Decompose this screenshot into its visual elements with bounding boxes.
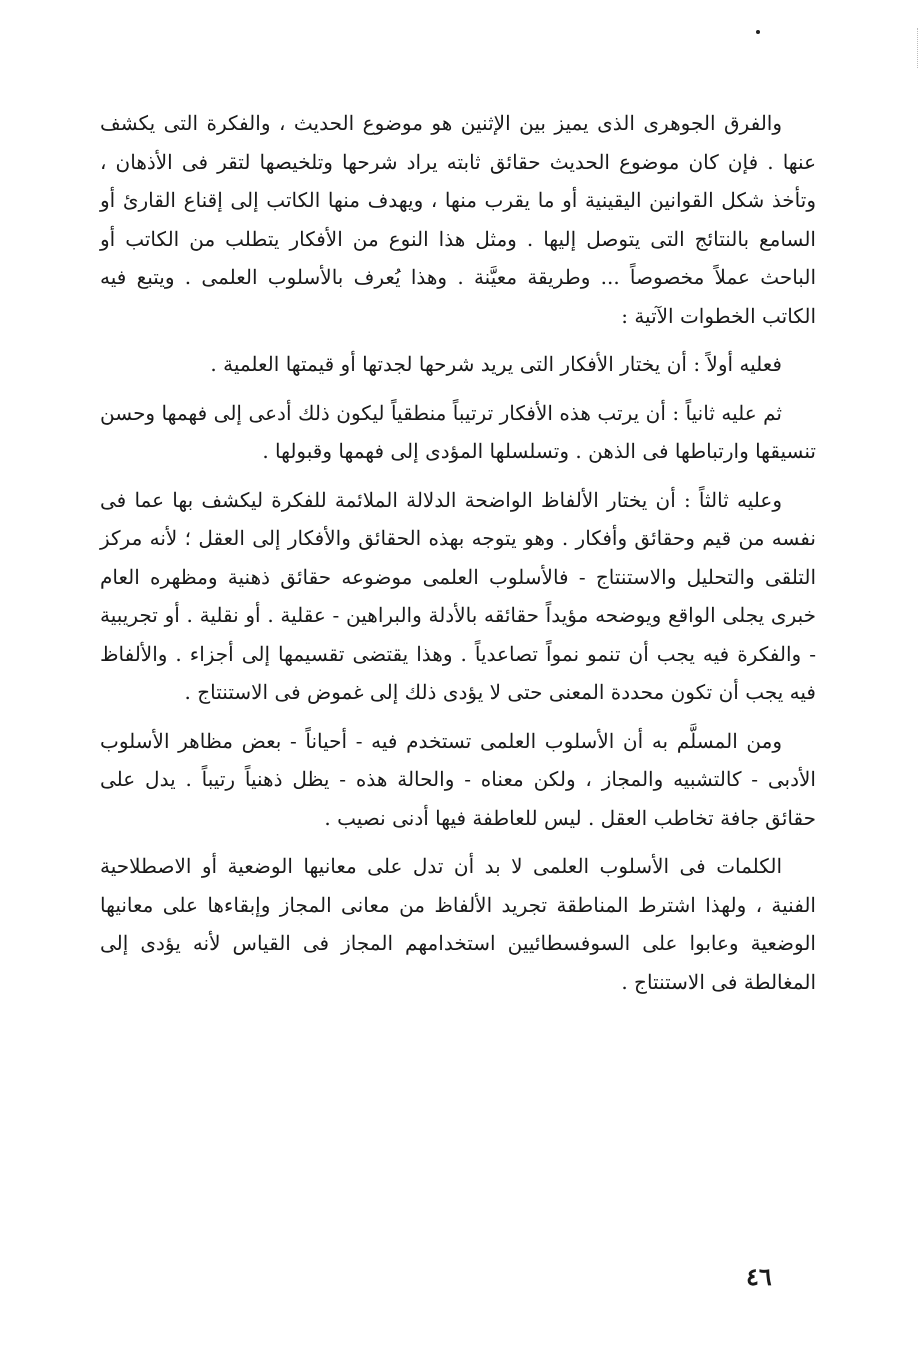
paragraph-4: وعليه ثالثاً : أن يختار الألفاظ الواضحة الدلالة الملائمة للفكرة ليكشف بها عما فى نفسه من قيم وحقائق وأفكار . وهو يتوجه بهذه الحقائق والأفكار إلى العقل ؛ لأنه مركز التلقى والتحليل والاستنتاج - فالأسلوب العلمى موضوعه حقائق ذهنية ومظهره العام خبرى يجلى الواقع ويوضحه مؤيداً حقائقه بالأدلة والبراهين - عقلية . أو نقلية . أو تجريبية - والفكرة فيه يجب أن تنمو نمواً تصاعدياً . وهذا يقتضى تقسيمها إلى أجزاء . والألفاظ فيه يجب أن تكون محددة المعنى حتى لا يؤدى ذلك إلى غموض فى الاستنتاج . xyxy=(100,487,816,704)
body-text xyxy=(100,104,816,1011)
paragraph-3: ثم عليه ثانياً : أن يرتب هذه الأفكار ترتيباً منطقياً ليكون ذلك أدعى إلى فهمها وحسن تنسيقها وارتباطها فى الذهن . وتسلسلها المؤدى إلى فهمها وقبولها . xyxy=(100,400,816,463)
paragraph-2: فعليه أولاً : أن يختار الأفكار التى يريد شرحها لجدتها أو قيمتها العلمية . xyxy=(210,352,782,376)
paragraph-6: الكلمات فى الأسلوب العلمى لا بد أن تدل على معانيها الوضعية أو الاصطلاحية الفنية ، ولهذا اشترط المناطقة تجريد الألفاظ من معانى المجاز وإبقاءها على معانيها الوضعية وعابوا على السوفسطائيين استخدامهم المجاز فى القياس لأنه يؤدى إلى المغالطة فى الاستنتاج . xyxy=(100,854,816,994)
paragraph-1: والفرق الجوهرى الذى يميز بين الإثنين هو موضوع الحديث ، والفكرة التى يكشف عنها . فإن كان موضوع الحديث حقائق ثابته يراد شرحها وتلخيصها لتقر فى الأذهان ، وتأخذ شكل القوانين اليقينية أو ما يقرب منها ، ويهدف منها الكاتب إلى إقناع القارئ أو السامع بالنتائج التى يتوصل إليها . ومثل هذا النوع من الأفكار يتطلب من الكاتب أو الباحث عملاً مخصوصاً ... وطريقة معيَّنة . وهذا يُعرف بالأسلوب العلمى . ويتبع فيه الكاتب الخطوات الآتية : xyxy=(100,111,816,328)
ink-dot xyxy=(756,30,760,34)
page-number: ٤٦ xyxy=(746,1262,772,1291)
paragraph-5: ومن المسلَّم به أن الأسلوب العلمى تستخدم فيه - أحياناً - بعض مظاهر الأسلوب الأدبى - كالتشبيه والمجاز ، ولكن معناه - والحالة هذه - يظل ذهنياً رتيباً . يدل على حقائق جافة تخاطب العقل . ليس للعاطفة فيها أدنى نصيب . xyxy=(100,728,816,830)
scan-edge-mark xyxy=(907,28,918,68)
